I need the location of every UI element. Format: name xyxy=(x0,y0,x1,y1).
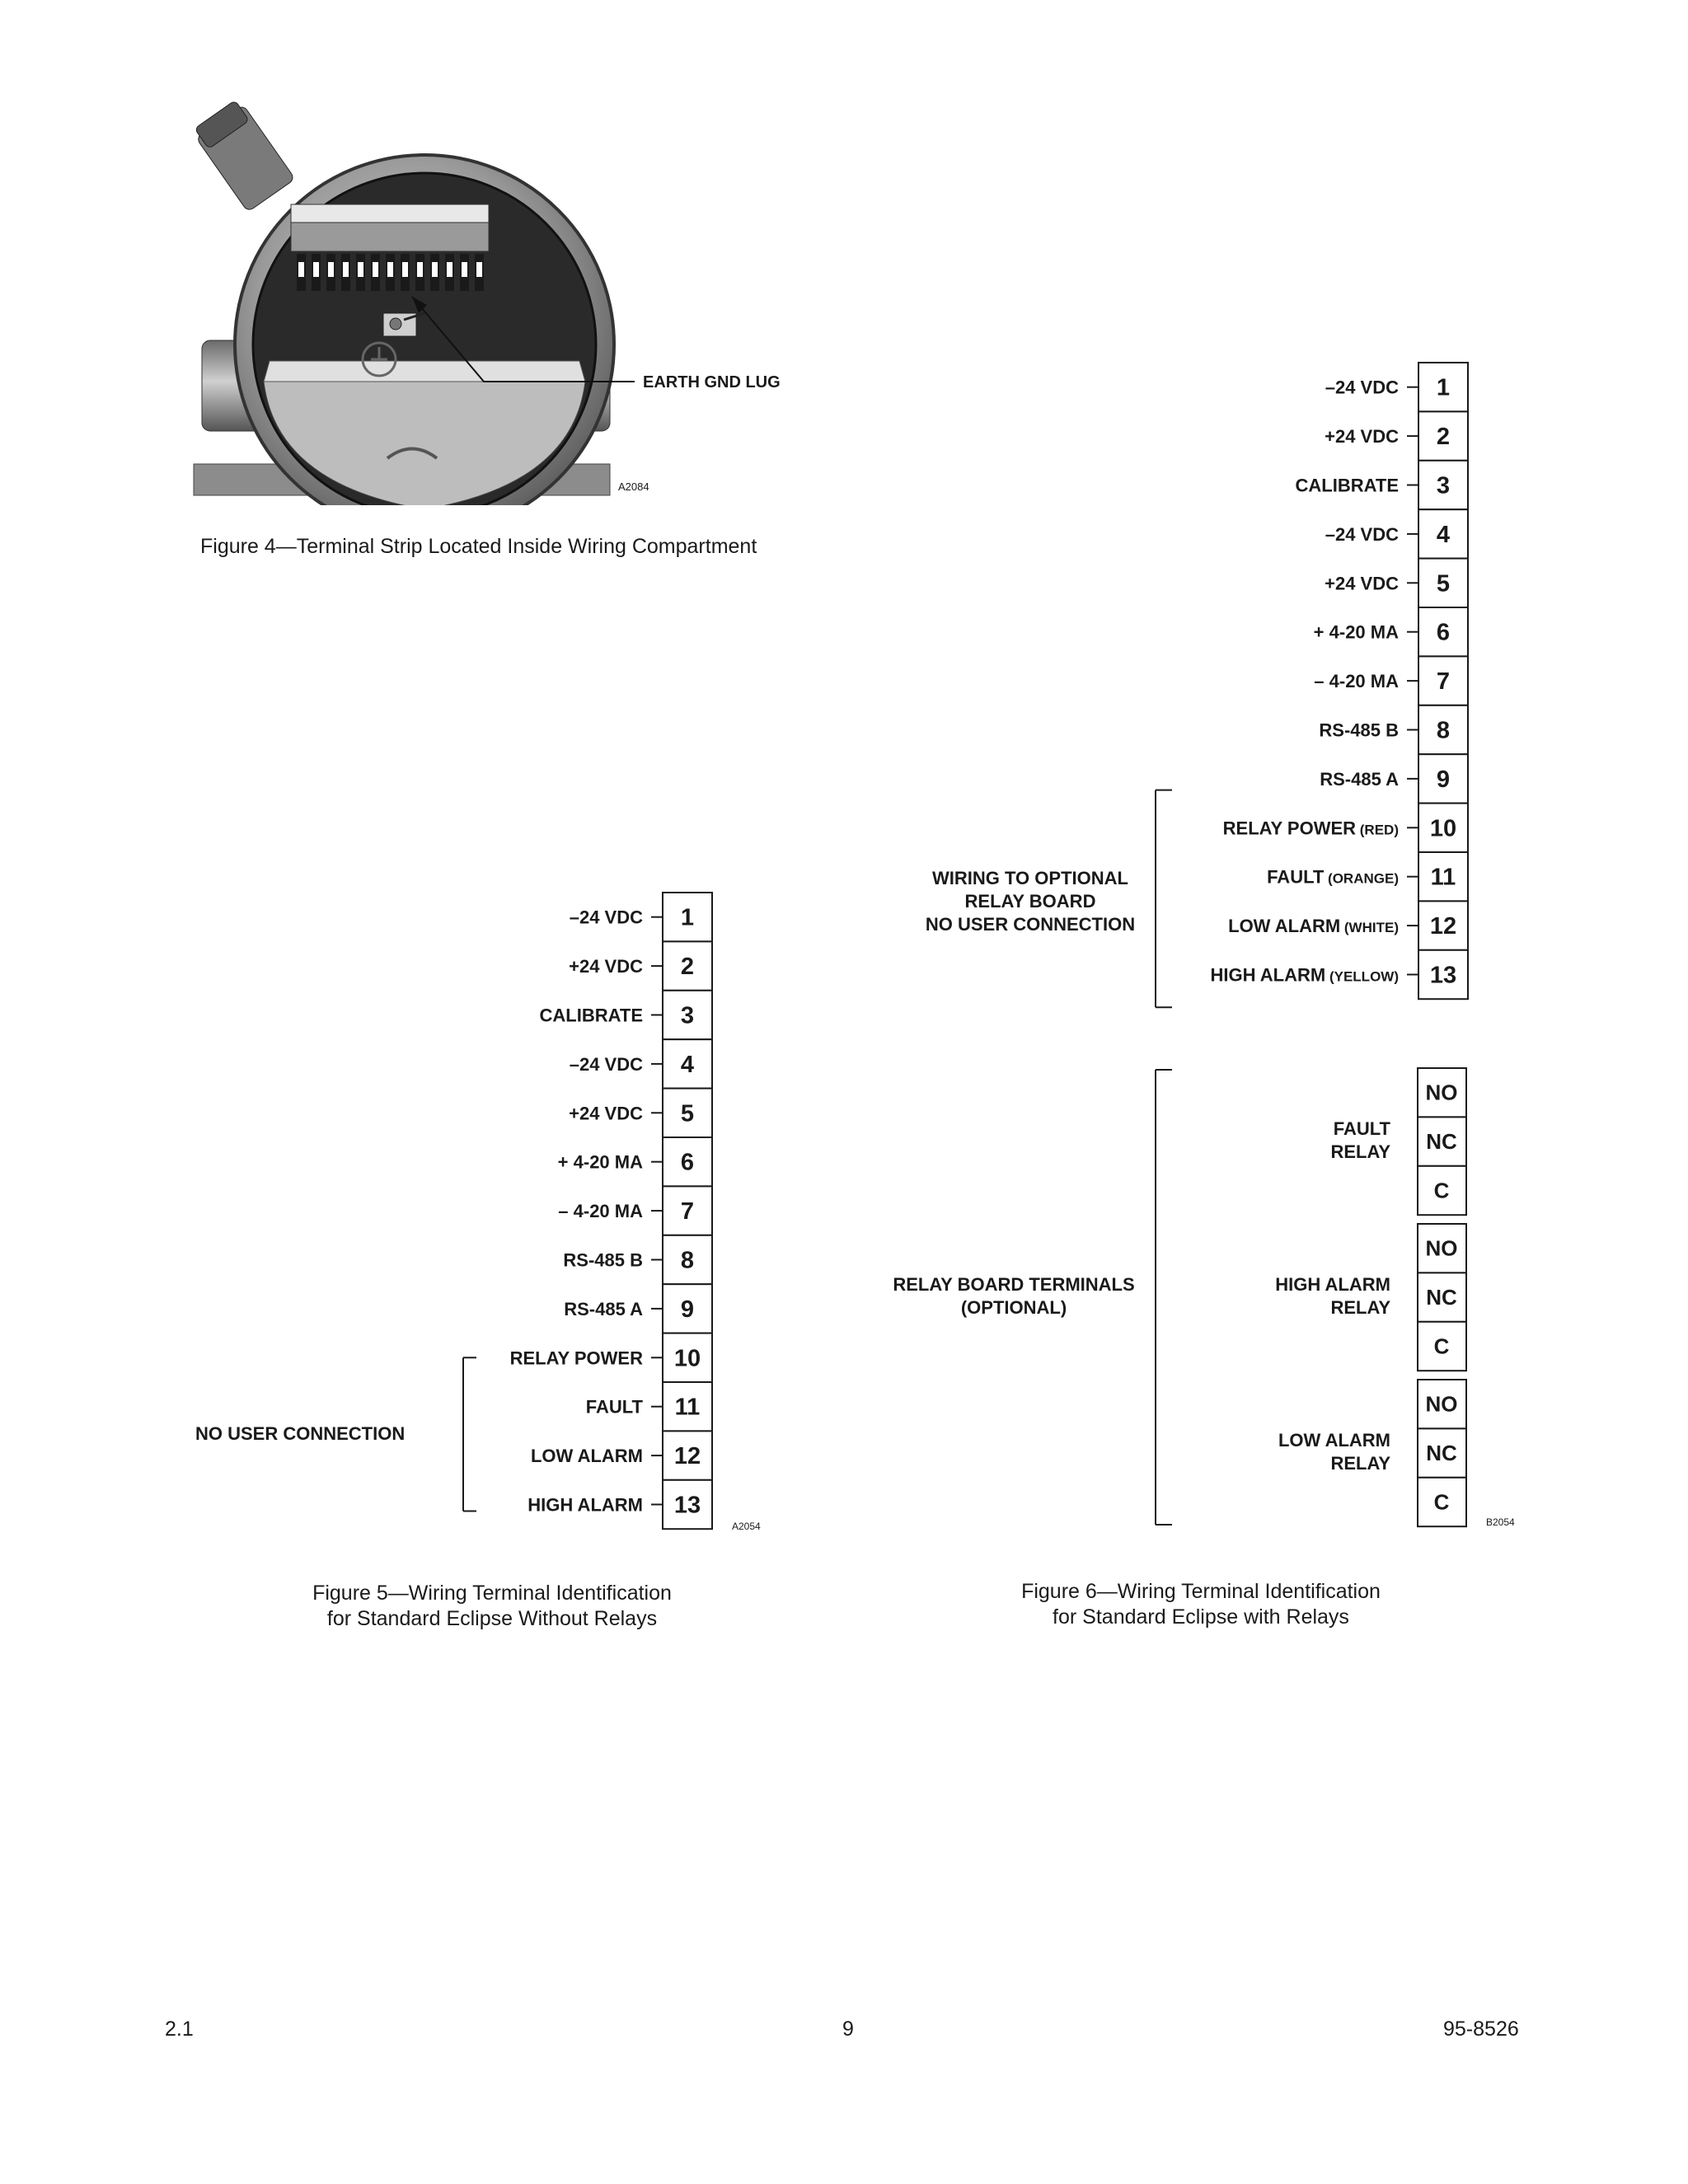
fig5-terminal-label: FAULT xyxy=(585,1396,643,1418)
fig6-terminal-color-note: (WHITE) xyxy=(1340,920,1399,936)
fig5-terminal-label: –24 VDC xyxy=(569,1053,643,1075)
fig6-terminal-label: LOW ALARM (WHITE) xyxy=(1228,916,1399,937)
fig6-terminal-label: –24 VDC xyxy=(1325,523,1399,545)
fig5-terminal-number: 7 xyxy=(680,1198,695,1226)
fig5-terminal-number: 8 xyxy=(680,1247,695,1274)
fig6-terminal-label: CALIBRATE xyxy=(1295,475,1399,496)
fig6-terminal-number: 1 xyxy=(1436,374,1451,401)
fig6-relay-contact-label: NO xyxy=(1425,1391,1458,1417)
fig6-relay-name: RELAY xyxy=(1330,1141,1390,1163)
fig6-terminal-color-note: (ORANGE) xyxy=(1324,870,1399,887)
fig6-relay-contact-label: NO xyxy=(1425,1080,1458,1105)
figure6-caption-line2: for Standard Eclipse with Relays xyxy=(1053,1605,1349,1629)
fig6-terminal-label: – 4-20 MA xyxy=(1314,671,1399,692)
fig6-wiring-group-label: NO USER CONNECTION xyxy=(925,914,1136,935)
fig6-terminal-label: + 4-20 MA xyxy=(1313,621,1399,643)
figure5-caption-line1: Figure 5—Wiring Terminal Identification xyxy=(312,1582,672,1605)
figure4-id: A2084 xyxy=(618,480,649,493)
fig6-terminal-number: 6 xyxy=(1436,619,1451,646)
fig6-terminal-label: –24 VDC xyxy=(1325,377,1399,398)
fig6-terminal-number: 11 xyxy=(1430,864,1456,891)
fig5-terminal-label: + 4-20 MA xyxy=(557,1151,643,1173)
fig5-terminal-label: +24 VDC xyxy=(569,956,643,977)
fig6-wiring-group-label: RELAY BOARD xyxy=(964,891,1096,912)
fig6-terminal-number: 7 xyxy=(1436,668,1451,696)
fig5-terminal-number: 9 xyxy=(680,1296,695,1323)
fig5-terminal-number: 11 xyxy=(674,1394,701,1421)
fig6-terminal-label: FAULT (ORANGE) xyxy=(1267,866,1399,888)
figure4-caption: Figure 4—Terminal Strip Located Inside Wiring Compartment xyxy=(200,535,757,558)
fig5-terminal-label: – 4-20 MA xyxy=(558,1201,643,1222)
fig6-terminal-number: 13 xyxy=(1429,962,1457,989)
fig6-terminal-label: RS-485 B xyxy=(1319,719,1399,741)
fig5-no-user-connection-label: NO USER CONNECTION xyxy=(195,1423,406,1444)
earth-gnd-lug-callout: EARTH GND LUG xyxy=(643,373,781,391)
fig5-terminal-number: 10 xyxy=(673,1345,701,1372)
fig6-relay-name: FAULT xyxy=(1333,1118,1390,1140)
fig6-terminal-number: 5 xyxy=(1436,570,1451,598)
fig5-terminal-number: 13 xyxy=(673,1492,701,1519)
fig5-terminal-label: CALIBRATE xyxy=(539,1005,643,1026)
fig6-relay-name: RELAY xyxy=(1330,1297,1390,1319)
fig5-terminal-label: RS-485 B xyxy=(563,1249,643,1271)
fig5-terminal-number: 3 xyxy=(680,1002,695,1029)
fig6-figure-id: B2054 xyxy=(1486,1516,1515,1528)
fig6-terminal-label: +24 VDC xyxy=(1325,426,1399,448)
fig6-wiring-group-label: WIRING TO OPTIONAL xyxy=(932,868,1128,888)
fig6-terminal-number: 9 xyxy=(1436,766,1451,793)
fig5-terminal-number: 5 xyxy=(680,1100,695,1127)
fig6-relay-group-label: (OPTIONAL) xyxy=(960,1297,1067,1318)
figure6-caption-line1: Figure 6—Wiring Terminal Identification xyxy=(1021,1580,1381,1603)
footer-revision: 2.1 xyxy=(165,2018,194,2041)
fig6-terminal-label: RS-485 A xyxy=(1320,768,1399,790)
fig6-terminal-label: +24 VDC xyxy=(1325,573,1399,594)
fig6-relay-name: LOW ALARM xyxy=(1278,1430,1390,1451)
fig6-terminal-color-note: (YELLOW) xyxy=(1325,968,1399,985)
footer-document-number: 95-8526 xyxy=(1443,2018,1519,2041)
fig5-terminal-number: 2 xyxy=(680,954,695,981)
fig6-terminal-number: 8 xyxy=(1436,717,1451,744)
fig5-terminal-label: RELAY POWER xyxy=(509,1347,643,1369)
fig6-relay-name: RELAY xyxy=(1330,1453,1390,1474)
fig5-terminal-number: 4 xyxy=(680,1051,695,1078)
figure5-caption-line2: for Standard Eclipse Without Relays xyxy=(326,1607,658,1630)
fig5-terminal-number: 1 xyxy=(680,904,695,931)
fig5-terminal-label: LOW ALARM xyxy=(530,1446,643,1467)
fig6-terminal-number: 12 xyxy=(1429,913,1457,940)
fig6-terminal-number: 3 xyxy=(1436,472,1451,499)
figure6-caption xyxy=(954,1579,1448,1630)
fig6-relay-contact-label: C xyxy=(1433,1178,1450,1203)
fig5-terminal-label: –24 VDC xyxy=(569,907,643,928)
fig6-terminal-label: HIGH ALARM (YELLOW) xyxy=(1210,964,1399,986)
footer-page-number: 9 xyxy=(842,2018,854,2041)
fig5-terminal-label: +24 VDC xyxy=(569,1103,643,1124)
fig5-terminal-label: HIGH ALARM xyxy=(528,1494,643,1516)
fig6-relay-contact-label: NO xyxy=(1425,1235,1458,1261)
fig6-relay-contact-label: NC xyxy=(1426,1441,1457,1466)
fig5-terminal-number: 12 xyxy=(673,1443,701,1470)
fig6-relay-contact-label: C xyxy=(1433,1489,1450,1515)
fig6-relay-group-label: RELAY BOARD TERMINALS xyxy=(893,1274,1135,1295)
fig6-terminal-color-note: (RED) xyxy=(1356,822,1399,838)
fig6-relay-contact-label: NC xyxy=(1426,1129,1457,1155)
fig6-terminal-number: 2 xyxy=(1436,424,1451,451)
fig6-terminal-label: RELAY POWER (RED) xyxy=(1222,818,1399,839)
fig6-relay-contact-label: C xyxy=(1433,1333,1450,1359)
figure5-caption xyxy=(245,1581,739,1632)
fig6-terminal-number: 4 xyxy=(1436,521,1451,548)
fig5-terminal-label: RS-485 A xyxy=(564,1298,643,1319)
fig6-terminal-number: 10 xyxy=(1429,815,1457,842)
fig6-relay-contact-label: NC xyxy=(1426,1285,1457,1310)
fig6-relay-name: HIGH ALARM xyxy=(1275,1274,1390,1296)
fig5-figure-id: A2054 xyxy=(732,1521,761,1532)
fig5-terminal-number: 6 xyxy=(680,1149,695,1176)
